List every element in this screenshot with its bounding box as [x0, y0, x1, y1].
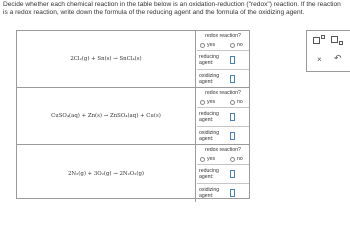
- reducing-agent-row: [197, 164, 249, 183]
- oxidizing-agent-input[interactable]: [230, 132, 235, 140]
- reducing-agent-label: reducing agent:: [199, 168, 219, 180]
- no-radio[interactable]: [230, 100, 235, 105]
- reducing-agent-row: [197, 50, 249, 69]
- redox-panel: [197, 145, 249, 202]
- oxidizing-agent-input[interactable]: [230, 189, 235, 197]
- formula-toolbox: [306, 30, 350, 72]
- reducing-agent-label: reducing agent:: [199, 111, 219, 123]
- yes-option[interactable]: [200, 156, 215, 162]
- oxidizing-agent-row: [197, 69, 249, 88]
- yes-radio[interactable]: [200, 100, 205, 105]
- reducing-agent-row: [197, 107, 249, 126]
- reaction-equation: 2N₂(g) + 3O₂(g) → 2N₂O₃(g): [17, 145, 196, 202]
- reducing-agent-input[interactable]: [230, 56, 235, 64]
- yes-label: yes: [207, 42, 216, 48]
- yes-label: yes: [207, 99, 216, 105]
- reaction-table: [16, 30, 250, 199]
- oxidizing-agent-row: [197, 126, 249, 145]
- no-option[interactable]: [230, 99, 243, 105]
- yes-option[interactable]: [200, 42, 215, 48]
- reaction-row: [17, 88, 249, 145]
- reducing-agent-input[interactable]: [230, 113, 235, 121]
- no-radio[interactable]: [230, 43, 235, 48]
- superscript-icon: [313, 37, 320, 44]
- redox-question-label: redox reaction?: [205, 147, 241, 153]
- superscript-small-box-icon: [321, 35, 325, 39]
- reaction-row: [17, 31, 249, 88]
- redox-question-label: redox reaction?: [205, 33, 241, 39]
- reducing-agent-label: reducing agent:: [199, 54, 219, 66]
- oxidizing-agent-label: oxidizing agent:: [199, 187, 220, 199]
- subscript-icon: [331, 36, 338, 43]
- no-option[interactable]: [230, 42, 243, 48]
- no-label: no: [237, 42, 243, 48]
- undo-button[interactable]: ↶: [334, 53, 342, 63]
- no-label: no: [237, 156, 243, 162]
- yes-option[interactable]: [200, 99, 215, 105]
- oxidizing-agent-label: oxidizing agent:: [199, 130, 220, 142]
- yes-radio[interactable]: [200, 43, 205, 48]
- no-option[interactable]: [230, 156, 243, 162]
- redox-panel: [197, 31, 249, 87]
- oxidizing-agent-input[interactable]: [230, 75, 235, 83]
- yes-label: yes: [207, 156, 216, 162]
- redox-question-label: redox reaction?: [205, 90, 241, 96]
- oxidizing-agent-row: [197, 183, 249, 202]
- instructions-text: Decide whether each chemical reaction in the table below is an oxidation-reduction ("redox") reaction. If the reaction is a redox reaction, write down the formula of the reducing agent and the formula of the oxidizing agent.: [3, 1, 341, 16]
- redox-panel: [197, 88, 249, 144]
- yes-radio[interactable]: [200, 157, 205, 162]
- reaction-equation: 2Cl₂(g) + Sn(s) → SnCl₄(s): [17, 31, 196, 87]
- reaction-equation: CuSO₄(aq) + Zn(s) → ZnSO₄(aq) + Cu(s): [17, 88, 196, 144]
- oxidizing-agent-label: oxidizing agent:: [199, 73, 220, 85]
- subscript-small-box-icon: [339, 41, 343, 45]
- no-label: no: [237, 99, 243, 105]
- reaction-row: [17, 145, 249, 202]
- no-radio[interactable]: [230, 157, 235, 162]
- reducing-agent-input[interactable]: [230, 170, 235, 178]
- clear-button[interactable]: ×: [317, 55, 322, 64]
